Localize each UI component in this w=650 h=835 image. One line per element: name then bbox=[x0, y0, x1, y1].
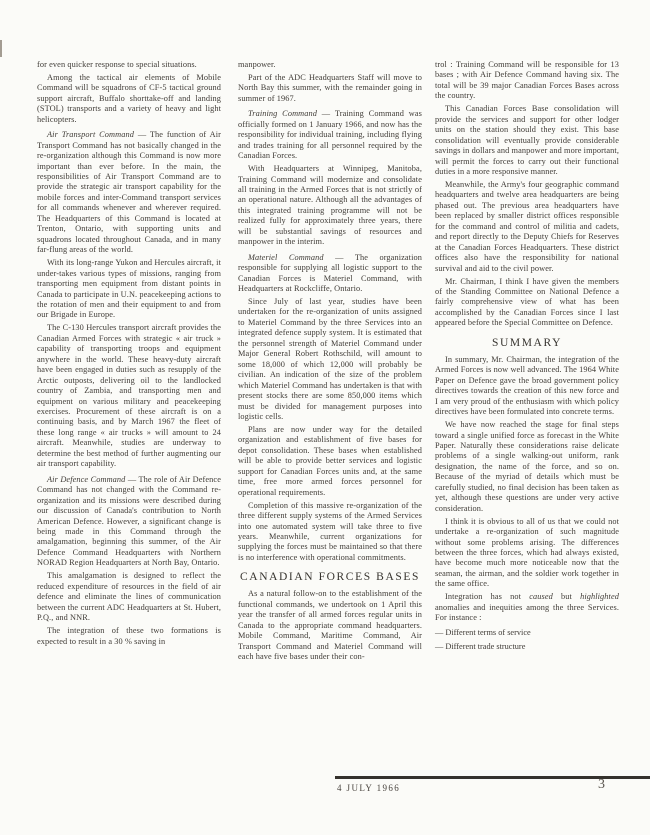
section-heading: SUMMARY bbox=[492, 336, 562, 349]
paragraph: Completion of this massive re-organization of the three different supply systems of the Armed Services into one automated system will take three to five years. Meanwhile, current organizations for supplying the forces must be maintained so that there is no interference with operational commitments. bbox=[238, 500, 422, 562]
column-middle bbox=[238, 60, 422, 665]
paragraph: We have now reached the stage for final steps toward a single unified force as forecast in the White Paper. Naturally these considerations raise delicate problems of a single walking-out uniform, rank designation, the name of the force, and so on. Because of the myriad of details which must be carefully studied, no final decision has been taken as yet, although these questions are under very active consideration. bbox=[435, 420, 619, 513]
list-item-dash: — Different trade structure bbox=[435, 642, 526, 652]
paragraph: I think it is obvious to all of us that we could not undertake a re-organization of such magnitude without some problems arising. The differences between the three forces, which had always existed, have become much more noticeable now that the seaman, the airman, and the soldier work together in the same office. bbox=[435, 516, 619, 589]
column-left bbox=[37, 60, 221, 665]
command-lead-in: Materiel Command bbox=[248, 252, 324, 262]
text-columns bbox=[37, 60, 619, 665]
command-lead-in: Air Transport Command bbox=[47, 130, 134, 140]
paragraph: Materiel Command — The organization responsible for supplying all logistic support to the Canadian Forces is Materiel Command, with Headquarters at Rockcliffe, Ontario. bbox=[238, 252, 422, 294]
paragraph: Integration has not caused but highlighted anomalies and inequities among the three Services. For instance : bbox=[435, 592, 619, 623]
scan-edge-artifact bbox=[0, 40, 2, 57]
page-number: 3 bbox=[598, 777, 605, 792]
column-right bbox=[435, 60, 619, 665]
paragraph: With Headquarters at Winnipeg, Manitoba, Training Command will modernize and consolidate all training in the Armed Forces that is not strictly of an operational nature. Although all the advantages of this integrated training programme will not be realized fully for approximately three years, there will be substantial savings of resources and manpower in the interim. bbox=[238, 164, 422, 247]
paragraph: As a natural follow-on to the establishment of the functional commands, we undertook on 1 April this year the transfer of all armed forces regular units in Canada to the appropriate command headquarters. Mobile Command, Maritime Command, Air Transport Command and Materiel Command will each have five bases under their con- bbox=[238, 589, 422, 662]
paragraph: trol : Training Command will be responsible for 13 bases ; with Air Defence Command having six. The total will be 39 major Canadian Forces Bases across the country. bbox=[435, 60, 619, 101]
paragraph: This Canadian Forces Base consolidation will provide the services and support for other lodger units on the station should they exist. This base consolidation will eventually provide considerable savings in dollars and manpower and more important, will permit the forces to carry out their functional duties in a more responsive manner. bbox=[435, 104, 619, 177]
paragraph: Plans are now under way for the detailed organization and establishment of five bases for depot consolidation. These bases when established will be able to provide better services and logistic support for Canadian Forces units and, at the same time, free more armed forces personnel for operational requirements. bbox=[238, 424, 422, 497]
paragraph: Meanwhile, the Army's four geographic command headquarters and twelve area headquarters are being phased out. The previous area headquarters have been replaced by smaller district offices responsible for the command and control of militia and cadets, and report directly to the Deputy Chiefs for Reserves at the Canadian Forces Headquarters. These district offices also have the responsibility for national survival and aid to the civil power. bbox=[435, 179, 619, 273]
section-heading: CANADIAN FORCES BASES bbox=[240, 571, 420, 584]
paragraph: Mr. Chairman, I think I have given the members of the Standing Committee on National Defence a fairly comprehensive view of what has been accomplished by the Canadian Forces since I last appeared before the Special Committee on Defence. bbox=[435, 276, 619, 328]
paragraph: In summary, Mr. Chairman, the integration of the Armed Forces is now well advanced. The 1964 White Paper on Defence gave the broad government policy directives towards the creation of this new force and I am very proud of the enthusiasm with which policy directives have been formulated into concrete terms. bbox=[435, 354, 619, 417]
paragraph: manpower. bbox=[238, 60, 276, 69]
paragraph: Air Defence Command — The role of Air Defence Command has not changed with the Command re-organization and its missions were described during our discussion of Canada's contribution to North American Defence. However, a significant change is being made in this Command through the amalgamation, beginning this summer, of the Air Defence Command Headquarters with Northern NORAD Region Headquarters at North Bay, Ontario. bbox=[37, 474, 221, 568]
paragraph: Among the tactical air elements of Mobile Command will be squadrons of CF-5 tactical ground support aircraft, Buffalo shorttake-off and landing (STOL) transports and a variety of heavy and light helicopters. bbox=[37, 72, 221, 124]
paragraph: Since July of last year, studies have been undertaken for the re-organization of units assigned to Materiel Command by the three Services into an integrated defence supply system. It is estimated that the personnel strength of Materiel Command under Major General Robert Rothschild, will amount to some 18,000 of which 12,000 will probably be civilian. An indication of the size of the problem which Materiel Command has undertaken is that with present stocks there are some 850,000 items which must be divided for management purposes into logistic cells. bbox=[238, 297, 422, 421]
paragraph: The C-130 Hercules transport aircraft provides the Canadian Armed Forces with strategic « air truck » capability of transporting troops and equipment anywhere in the world. These heavy-duty aircraft have been engaged in duties such as resupply of the Arctic outposts, delivering oil to the landlocked country of Zambia, and transporting men and equipment on various military and peacekeeping exercises. Procurement of these aircraft is on a continuing basis, and by March 1967 the fleet of these long range « air trucks » will amount to 24 aircraft. Meanwhile, studies are underway to determine the best method of further augmenting our air transport capability. bbox=[37, 323, 221, 469]
footer-date: 4 JULY 1966 bbox=[337, 783, 401, 793]
command-lead-in: Air Defence Command bbox=[47, 474, 126, 484]
paragraph: With its long-range Yukon and Hercules aircraft, it under-takes various types of missions, ranging from transporting men equipment from distant points in Canada to participate in U.N. peacekeeping actions to the rotation of men and their equipment to and from our Brigade in Europe. bbox=[37, 258, 221, 320]
paragraph: This amalgamation is designed to reflect the reduced expenditure of resources in the field of air defence and eliminate the lines of communication between the current ADC Headquarters at St. Hubert, P.Q., and NNR. bbox=[37, 571, 221, 623]
paragraph: Part of the ADC Headquarters Staff will move to North Bay this summer, with the remainder going in summer of 1967. bbox=[238, 72, 422, 103]
paragraph: The integration of these two formations is expected to result in a 30 % saving in bbox=[37, 626, 221, 646]
paragraph: for even quicker response to special situations. bbox=[37, 60, 197, 69]
list-item-dash: — Different terms of service bbox=[435, 627, 531, 637]
command-lead-in: Training Command bbox=[248, 109, 317, 119]
paragraph: Training Command — Training Command was officially formed on 1 January 1966, and now has the responsibility for individual training, including flying and trades training for all personnel required by the Canadian Forces. bbox=[238, 109, 422, 161]
paragraph: Air Transport Command — The function of Air Transport Command has not basically changed in the re-organization although this Command is now more important than ever before. In the main, the responsibilities of Air Transport Command are to provide the strategic air transport capability for the mobile forces and inter-Command transport services for all commands whenever and wherever required. The Headquarters of this Command is located at Trenton, Ontario, with supporting units and squadrons located throughout Canada, and in many far-flung areas of the world. bbox=[37, 130, 221, 255]
